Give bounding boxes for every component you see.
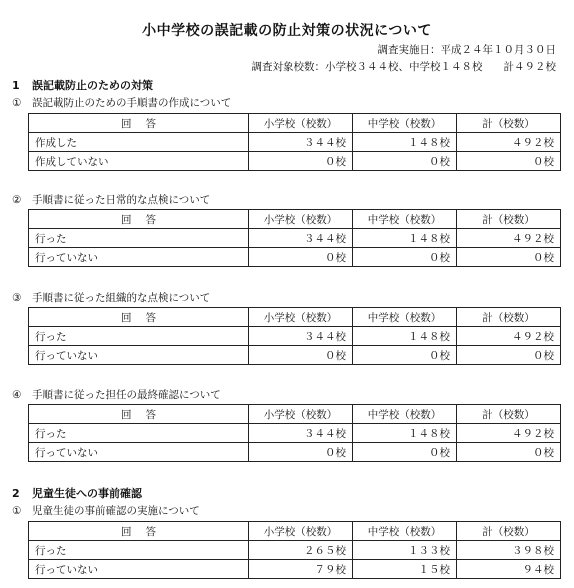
cell-junior: ０校	[353, 152, 457, 171]
table-1-2	[28, 209, 561, 267]
header-total: 計（校数）	[457, 522, 561, 541]
header-elementary: 小学校（校数）	[249, 522, 353, 541]
header-answer: 回答	[29, 405, 249, 424]
table-header-row	[29, 114, 561, 133]
header-junior: 中学校（校数）	[353, 210, 457, 229]
header-junior: 中学校（校数）	[353, 308, 457, 327]
header-elementary: 小学校（校数）	[249, 210, 353, 229]
subsection-mark: ①	[12, 97, 22, 109]
survey-target-count: 調査対象校数：小学校３４４校、中学校１４８校 計４９２校	[251, 61, 556, 73]
cell-junior: ０校	[353, 346, 457, 365]
cell-junior: ０校	[353, 248, 457, 267]
table-header-row	[29, 308, 561, 327]
header-total: 計（校数）	[457, 308, 561, 327]
cell-junior: １４８校	[353, 424, 457, 443]
cell-elementary: ７９校	[249, 560, 353, 579]
section-2-heading	[12, 485, 142, 501]
table-row	[29, 560, 561, 579]
table-1-4	[28, 404, 561, 462]
cell-total: ３９８校	[457, 541, 561, 560]
cell-answer: 行った	[29, 424, 249, 443]
table-row	[29, 133, 561, 152]
subsection-mark: ②	[12, 194, 22, 206]
header-elementary: 小学校（校数）	[249, 405, 353, 424]
cell-answer: 作成していない	[29, 152, 249, 171]
cell-answer: 行っていない	[29, 560, 249, 579]
section-number: 1	[12, 79, 20, 92]
cell-answer: 行った	[29, 229, 249, 248]
header-total: 計（校数）	[457, 210, 561, 229]
header-answer: 回答	[29, 522, 249, 541]
cell-answer: 行っていない	[29, 346, 249, 365]
cell-junior: １４８校	[353, 327, 457, 346]
cell-answer: 行っていない	[29, 248, 249, 267]
cell-junior: １４８校	[353, 133, 457, 152]
table-row	[29, 327, 561, 346]
section-title: 児童生徒への事前確認	[32, 487, 142, 500]
survey-date: 調査実施日：平成２４年１０月３０日	[377, 44, 556, 56]
cell-elementary: ３４４校	[249, 133, 353, 152]
table-1-3	[28, 307, 561, 365]
table-row	[29, 424, 561, 443]
cell-elementary: ２６５校	[249, 541, 353, 560]
cell-elementary: ３４４校	[249, 229, 353, 248]
cell-total: ０校	[457, 152, 561, 171]
section-number: 2	[12, 487, 20, 500]
table-header-row	[29, 210, 561, 229]
header-total: 計（校数）	[457, 114, 561, 133]
subsection-1-4-label	[12, 387, 221, 402]
subsection-text: 手順書に従った日常的な点検について	[32, 194, 211, 206]
cell-total: ０校	[457, 443, 561, 462]
subsection-text: 児童生徒の事前確認の実施について	[32, 505, 200, 517]
document-title: 小中学校の誤記載の防止対策の状況について	[142, 23, 432, 39]
header-junior: 中学校（校数）	[353, 522, 457, 541]
cell-total: ４９２校	[457, 424, 561, 443]
table-header-row	[29, 405, 561, 424]
table-row	[29, 443, 561, 462]
cell-junior: １４８校	[353, 229, 457, 248]
subsection-mark: ④	[12, 389, 22, 401]
header-junior: 中学校（校数）	[353, 405, 457, 424]
cell-answer: 作成した	[29, 133, 249, 152]
cell-total: ４９２校	[457, 327, 561, 346]
cell-answer: 行った	[29, 327, 249, 346]
subsection-1-2-label	[12, 192, 210, 207]
cell-elementary: ０校	[249, 346, 353, 365]
header-elementary: 小学校（校数）	[249, 308, 353, 327]
cell-elementary: ０校	[249, 443, 353, 462]
cell-junior: １５校	[353, 560, 457, 579]
table-row	[29, 152, 561, 171]
cell-total: ４９２校	[457, 133, 561, 152]
header-total: 計（校数）	[457, 405, 561, 424]
table-header-row	[29, 522, 561, 541]
table-row	[29, 541, 561, 560]
subsection-1-1-label	[12, 95, 231, 110]
table-2-1	[28, 521, 561, 579]
subsection-2-1-label	[12, 503, 200, 518]
section-1-heading	[12, 77, 153, 93]
cell-answer: 行っていない	[29, 443, 249, 462]
cell-total: ０校	[457, 248, 561, 267]
cell-answer: 行った	[29, 541, 249, 560]
table-row	[29, 229, 561, 248]
table-row	[29, 248, 561, 267]
cell-junior: ０校	[353, 443, 457, 462]
cell-total: ４９２校	[457, 229, 561, 248]
header-elementary: 小学校（校数）	[249, 114, 353, 133]
header-junior: 中学校（校数）	[353, 114, 457, 133]
subsection-text: 手順書に従った組織的な点検について	[32, 292, 211, 304]
subsection-text: 手順書に従った担任の最終確認について	[32, 389, 221, 401]
cell-total: ０校	[457, 346, 561, 365]
header-answer: 回答	[29, 114, 249, 133]
cell-total: ９４校	[457, 560, 561, 579]
table-row	[29, 346, 561, 365]
header-answer: 回答	[29, 308, 249, 327]
header-answer: 回答	[29, 210, 249, 229]
cell-junior: １３３校	[353, 541, 457, 560]
subsection-1-3-label	[12, 290, 210, 305]
cell-elementary: ３４４校	[249, 327, 353, 346]
subsection-text: 誤記載防止のための手順書の作成について	[32, 97, 232, 109]
subsection-mark: ①	[12, 505, 22, 517]
subsection-mark: ③	[12, 292, 22, 304]
cell-elementary: ０校	[249, 248, 353, 267]
cell-elementary: ３４４校	[249, 424, 353, 443]
table-1-1	[28, 113, 561, 171]
cell-elementary: ０校	[249, 152, 353, 171]
section-title: 誤記載防止のための対策	[32, 79, 153, 92]
